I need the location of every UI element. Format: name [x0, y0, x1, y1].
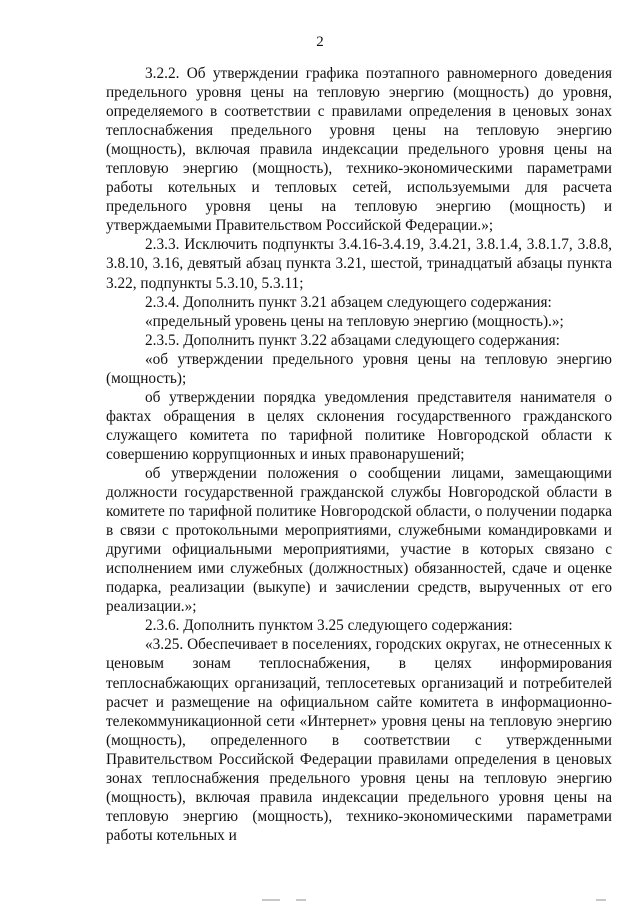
paragraph-2-3-5: 2.3.5. Дополнить пункт 3.22 абзацами следующего содержания: [145, 331, 560, 349]
scan-bottom-edge [0, 896, 640, 905]
paragraph-approval-price-level: «об утверждении предельного уровня цены на тепловую энергию (мощность); [106, 350, 612, 387]
paragraph-3-2-2: 3.2.2. Об утверждении графика поэтапного равномерного доведения предельного уровня цены на тепловую энергию (мощность) до уровня, определяемого в соответствии с правилами определения в ценовых зонах теплоснабжения предельного уровня цены на тепловую энергию (мощность), включая правила индексации предельного уровня цены на тепловую энергию (мощность), технико-экономическими параметрами работы котельных и тепловых сетей, используемыми для расчета предельного уровня цены на тепловую энергию (мощность) и утверждаемыми Правительством Российской Федерации.»; [106, 65, 612, 235]
document-body [106, 64, 612, 845]
paragraph-2-3-3: 2.3.3. Исключить подпункты 3.4.16-3.4.19, 3.4.21, 3.8.1.4, 3.8.1.7, 3.8.8, 3.8.10, 3.16, девятый абзац пункта 3.21, шестой, тринадцатый абзацы пункта 3.22, подпункты 5.3.10, 5.3.11; [106, 236, 612, 292]
paragraph-quote-price-level: «предельный уровень цены на тепловую энергию (мощность).»; [145, 312, 564, 330]
paragraph-2-3-4: 2.3.4. Дополнить пункт 3.21 абзацем следующего содержания: [145, 293, 552, 311]
paragraph-2-3-6: 2.3.6. Дополнить пунктом 3.25 следующего содержания: [145, 617, 513, 635]
paragraph-gift-regulation: об утверждении положения о сообщении лицами, замещающими должности государственной гражданской службы Новгородской области в комитете по тарифной политике Новгородской области, о получении подарка в связи с протокольными мероприятиями, служебными командировками и другими официальными мероприятиями, участие в которых связано с исполнением ими служебных (должностных) обязанностей, сдаче и оценке подарка, реализации (выкупе) и зачислении средств, вырученных от его реализации.»; [106, 464, 612, 616]
paragraph-notification-order: об утверждении порядка уведомления представителя нанимателя о фактах обращения в целях склонения государственного гражданского служащего комитета по тарифной политике Новгородской области к совершению коррупционных и иных правонарушений; [106, 388, 612, 463]
page-number: 2 [316, 34, 324, 50]
paragraph-3-25: «3.25. Обеспечивает в поселениях, городских округах, не отнесенных к ценовым зонам теплоснабжения, в целях информирования теплоснабжающих организаций, теплосетевых организаций и потребителей расчет и размещение на официальном сайте комитета в информационно-телекоммуникационной сети «Интернет» уровня цены на тепловую энергию (мощность), определенного в соответствии с утвержденными Правительством Российской Федерации правилами определения в ценовых зонах теплоснабжения предельного уровня цены на тепловую энергию (мощность), включая правила индексации предельного уровня цены на тепловую энергию (мощность), технико-экономическими параметрами работы котельных и [106, 636, 612, 844]
